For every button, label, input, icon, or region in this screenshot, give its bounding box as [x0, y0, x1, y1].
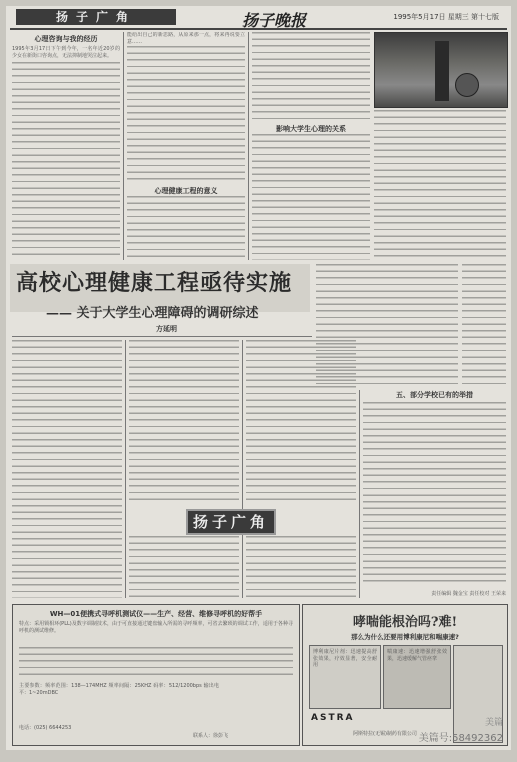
watermark-id: 美篇号:58492362: [418, 733, 503, 744]
section-title-right: 影响大学生心理的关系: [276, 125, 346, 133]
ad-text-lines: [19, 647, 293, 679]
ad-specs: 主要参数：频率范围：138—174MHZ 频率间隔：25KHZ 码率：512/1200bps 输出电平：1~20mDBC: [19, 683, 219, 696]
article-column-6: [462, 264, 506, 384]
main-subheadline: —— 关于大学生心理障碍的调研综述: [46, 306, 259, 321]
right-column-heading: 五、部分学校已有的举措: [396, 391, 473, 399]
column-rule: [242, 340, 243, 598]
news-photo: [374, 32, 508, 108]
article-intro-left: 1995年3月17日下午到今年，一名年近20岁的少女在新街口咨询点，无法抑制地哭泣起来。: [12, 46, 120, 59]
body-text-lines: [127, 196, 245, 258]
section-tag: 扬子广角: [186, 509, 276, 535]
article-title-left: 心理咨询与我的经历: [34, 35, 98, 43]
body-text-lines: [246, 536, 356, 598]
body-text-lines: [129, 340, 239, 504]
body-text-lines: [374, 110, 506, 260]
body-text-lines: [12, 62, 120, 258]
article-column-10: [363, 390, 506, 598]
newspaper-page: [6, 6, 511, 750]
article-column-9: [246, 340, 356, 598]
body-text-lines: [363, 402, 506, 584]
body-text-lines: [246, 340, 356, 504]
article-text-mid: 能给出自己的新思路，从原来那一点，将来再说要立意……: [127, 32, 245, 45]
ad-footer: 阿斯特拉(无锡)制药有限公司: [353, 731, 417, 737]
column-rule: [123, 32, 124, 260]
pager-tester-ad: [12, 604, 300, 746]
article-column-3: [252, 32, 370, 260]
body-text-lines: [127, 46, 245, 182]
article-column-8: [129, 340, 239, 598]
section-name: 扬子广角: [16, 9, 176, 25]
photo-building: [435, 41, 449, 101]
asthma-drug-ad: [302, 604, 508, 746]
byline: 方延明: [156, 325, 177, 333]
body-text-lines: [252, 32, 370, 120]
main-headline: 高校心理健康工程亟待实施: [16, 270, 293, 296]
product-box-2-text: 喘康速：迅速增强舒张效果，迅速缓解气管痉挛: [387, 649, 447, 662]
body-text-lines: [12, 340, 122, 598]
article-column-7: [12, 340, 122, 598]
date-line: 1995年5月17日 星期三 第十七版: [393, 13, 499, 21]
product-box-2: [383, 645, 451, 709]
newspaper-logo: 扬子晚报: [242, 11, 307, 30]
ad-title: WH—01便携式寻呼机测试仪——生产、经营、维修寻呼机的好帮手: [49, 610, 263, 618]
ad-subheadline: 那么为什么还要用博利康尼和喘康速?: [351, 633, 459, 641]
article-column-2: [127, 32, 245, 260]
body-text-lines: [252, 134, 370, 260]
column-rule: [359, 390, 360, 598]
product-box-1: [309, 645, 381, 709]
column-rule: [125, 340, 126, 598]
editor-line: 责任编辑 魏金宝 责任校对 王荣来: [431, 591, 506, 598]
ad-headline: 哮喘能根治吗?难!: [352, 615, 458, 630]
ad-contact: 联系人：徐彭飞: [193, 733, 229, 739]
ad-brand: ASTRA: [311, 713, 355, 723]
masthead: [10, 8, 507, 30]
watermark-logo: 美篇: [484, 718, 503, 728]
section-title-mid: 心理健康工程的意义: [154, 187, 218, 195]
ad-phone: 电话：(025) 6644253: [19, 725, 72, 731]
article-column-1: [12, 32, 120, 260]
divider: [12, 336, 312, 337]
photo-sculpture: [455, 73, 479, 97]
product-box-1-text: 博利康尼片剂：迅速提高舒张效果，疗效显著，安全耐用: [313, 649, 377, 669]
article-column-4: [374, 110, 506, 260]
column-rule: [248, 32, 249, 260]
body-text-lines: [462, 264, 506, 384]
body-text-lines: [129, 536, 239, 598]
ad-body: 特点：采用锁相环(PLL)及数字调制技术，由于可直接通过键盘输入所需的寻呼频率，可省去繁琐的调试工作，适用于各种寻呼机的测试维修。: [19, 621, 293, 634]
